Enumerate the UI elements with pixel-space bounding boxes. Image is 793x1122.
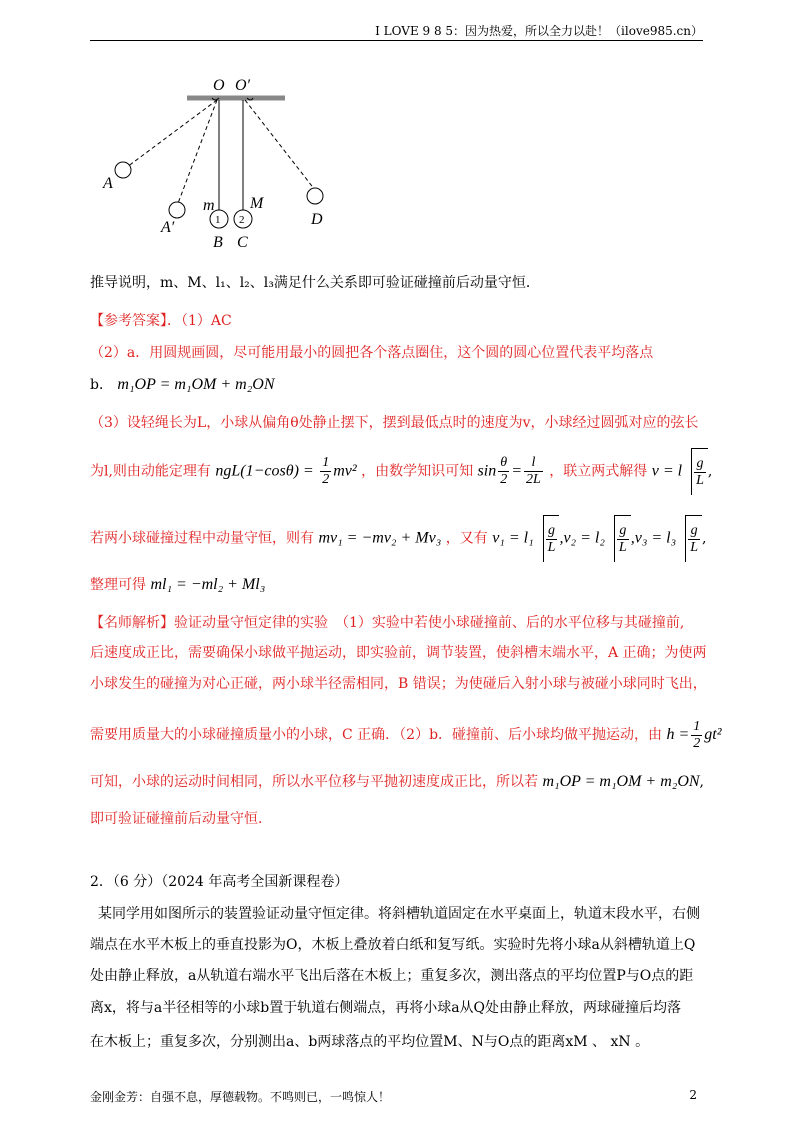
answer-3-line2a: 为l,则由动能定理有 [90, 463, 211, 480]
analysis-1: 验证动量守恒定律的实验 （1）实验中若使小球碰撞前、后的水平位移与其碰撞前, [174, 615, 685, 631]
ball-A-prime [169, 202, 185, 218]
analysis-line4: 需要用质量大的小球碰撞质量小的小球，C 正确．（2）b．碰撞前、后小球均做平抛运动，由 h = $\frac{1}{2}$ gt² [90, 718, 722, 751]
question-2-line2: 端点在水平木板上的垂直投影为O，木板上叠放着白纸和复写纸。实验时先将小球a从斜槽轨道上Q [90, 937, 696, 953]
label-A-prime: A′ [161, 219, 175, 236]
label-ball-2: 2 [239, 214, 245, 226]
answer-3-line2c: ，联立两式解得 [549, 463, 648, 480]
answer-2b-equation: m₁OP = m₁OM + m₂ON [117, 376, 275, 393]
fraction-theta: $\frac{\theta}{2}$ [500, 455, 508, 487]
question-2-line1: 某同学用如图所示的装置验证动量守恒定律。将斜槽轨道固定在水平桌面上，轨道末段水平，右侧 [98, 906, 700, 922]
result-equation: ml₁ = −ml₂ + Ml₃ [150, 576, 266, 593]
analysis-6: 即可验证碰撞前后动量守恒． [90, 811, 272, 827]
analysis-2: 后速度成正比，需要确保小球做平抛运动，即实验前，调节装置，使斜槽末端水平，A 正确；为使两 [90, 645, 707, 661]
answer-2a: （2）a．用圆规画圆，尽可能用最小的圆把各个落点圈住，这个圆的圆心位置代表平均落点 [90, 345, 654, 361]
analysis-line5: 可知，小球的运动时间相同，所以水平位移与平抛初速度成正比，所以若 m₁OP = m₁OM + m₂ON, [90, 773, 704, 790]
page-header [90, 22, 703, 41]
analysis-5: 可知，小球的运动时间相同，所以水平位移与平抛初速度成正比，所以若 [90, 774, 538, 790]
answer-3-line4a: 整理可得 [90, 577, 146, 593]
label-C: C [237, 234, 248, 251]
label-ball-1: 1 [215, 214, 221, 226]
question-line: 推导说明，m、M、l₁、l₂、l₃满足什么关系即可验证碰撞前后动量守恒． [90, 275, 540, 291]
answer-3-line2: 为l,则由动能定理有 ngL(1−cosθ) = $\frac{1}{2}$ mv² ，由数学知识可知 sin $\frac{\theta}{2}$ = $\frac{l}{2L}$ ，联立两式解得 v = l $\frac{g}{L}$ , [90, 448, 712, 494]
label-M: M [250, 195, 264, 212]
label-O-prime: O′ [235, 77, 251, 94]
answer-1: ．（1）AC [167, 313, 232, 329]
label-B: B [213, 234, 223, 251]
page-footer [90, 1088, 703, 1105]
answer-3-line2b: ，由数学知识可知 [361, 463, 474, 480]
answer-2b [90, 375, 275, 395]
question-2-line3: 处由静止释放，a从轨道右端水平飞出后落在木板上；重复多次，测出落点的平均位置P与O点的距 [90, 968, 694, 984]
answer-3-line3a: 若两小球碰撞过程中动量守恒，则有 [90, 530, 314, 547]
answer-3-line3b: ，又有 [445, 530, 488, 547]
footer-motto: 金刚金芳：自强不息，厚德载物。不鸣则已，一鸣惊人！ [90, 1090, 391, 1104]
answer-3-line4 [90, 575, 265, 595]
label-O: O [213, 77, 225, 94]
header-text: I LOVE 9 8 5：因为热爱，所以全力以赴！（ilove985.cn） [375, 24, 703, 38]
question-2-line5: 在木板上；重复多次，分别测出a、b两球落点的平均位置M、N与O点的距离xM 、 xN 。 [90, 1034, 650, 1050]
answer-3-line1: （3）设轻绳长为L，小球从偏角θ处静止摆下，摆到最低点时的速度为v，小球经过圆弧对应的弦长 [90, 415, 699, 431]
page-number: 2 [689, 1088, 697, 1102]
string-A-prime [177, 100, 217, 206]
string-D [245, 100, 315, 190]
question-2-line4: 离x，将与a半径相等的小球b置于轨道右侧端点，再将小球a从Q处由静止释放，两球碰撞后均落 [90, 1000, 682, 1016]
energy-equation: ngL(1−cosθ) = [215, 462, 314, 480]
string-A [123, 100, 217, 170]
fraction-l-2L: $\frac{l}{2L}$ [526, 455, 541, 487]
answer-tag: 【参考答案】 [90, 313, 167, 329]
question-2-title: 2．（6 分）（2024 年高考全国新课程卷） [90, 874, 349, 890]
analysis-equation: m₁OP = m₁OM + m₂ON [542, 773, 700, 790]
answer-3-line3: 若两小球碰撞过程中动量守恒，则有 mv₁ = −mv₂ + Mv₃ ，又有 v₁ = l₁ $\frac{g}{L}$ ,v₂ = l₂ $\frac{g}{L}$ ,v₃ = l₃ $\frac{g}{L}$ , [90, 515, 706, 561]
answer-2b-prefix: b． [90, 377, 113, 393]
sqrt-g-L: $\frac{g}{L}$ [682, 448, 708, 495]
analysis-3: 小球发生的碰撞为对心正碰，两小球半径需相同，B 错误；为使碰后入射小球与被碰小球同时飞出， [90, 676, 707, 692]
ball-D [307, 188, 323, 204]
analysis-tag: 【名师解析】 [90, 615, 174, 631]
ball-A [115, 162, 131, 178]
label-m: m [203, 197, 215, 214]
label-D: D [311, 211, 323, 228]
label-A: A [103, 175, 113, 192]
analysis-4: 需要用质量大的小球碰撞质量小的小球，C 正确．（2）b．碰撞前、后小球均做平抛运动，由 [90, 727, 663, 743]
fraction-half: $\frac{1}{2}$ [322, 455, 330, 487]
momentum-equation: mv₁ = −mv₂ + Mv₃ [318, 529, 442, 547]
answer-1-line [90, 311, 232, 331]
analysis-line1 [90, 613, 684, 633]
pendulum-figure [95, 70, 345, 260]
